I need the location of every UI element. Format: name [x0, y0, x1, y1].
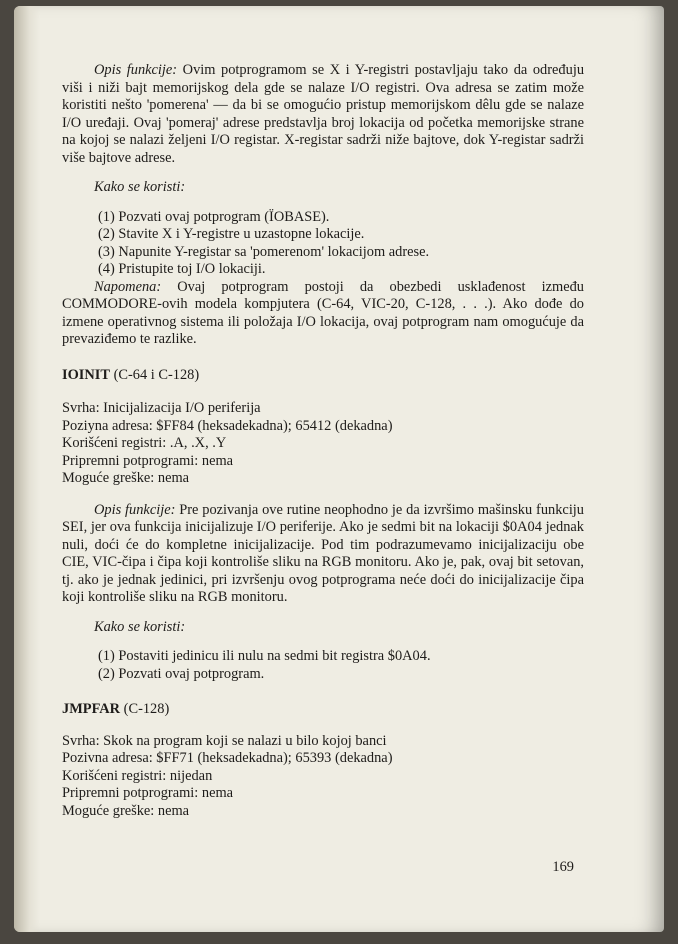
field-purpose: Svrha: Inicijalizacija I/O periferija	[62, 400, 261, 416]
field-prep-routines: Pripremni potprogrami: nema	[62, 452, 234, 469]
page-content	[62, 62, 584, 820]
list-item: (3) Napunite Y-registar sa 'pomerenom' lokacijom adrese.	[98, 243, 430, 260]
list-item: (4) Pristupite toj I/O lokaciji.	[98, 261, 266, 277]
ioinit-title-suffix: (C-64 i C-128)	[110, 366, 200, 383]
book-page	[14, 6, 664, 932]
intro-paragraph	[62, 62, 584, 167]
field-registers: Korišćeni registri: nijedan	[62, 767, 213, 784]
ioinit-desc-label: Opis funkcije:	[94, 501, 176, 518]
jmpfar-title	[62, 701, 584, 719]
ioinit-description	[62, 502, 584, 607]
usage-heading-1: Kako se koristi:	[94, 179, 186, 195]
ioinit-title	[62, 367, 584, 385]
usage-list-2	[98, 648, 584, 683]
field-purpose: Svrha: Skok na program koji se nalazi u bilo kojoj banci	[62, 732, 387, 749]
note-text: Ovaj potprogram postoji da obezbedi usklađenost između COMMODORE-ovih modela kompjutera (C-64, VIC-20, C-128, . . .). Ako dođe do izmene operativnog sistema ili položaja I/O lokacija, ovaj potprogram nam omogućuje da prevaziđemo te razlike.	[62, 278, 584, 347]
field-call-address: Poziyna adresa: $FF84 (heksadekadna); 65412 (dekadna)	[62, 417, 393, 434]
usage-heading-2: Kako se koristi:	[94, 618, 186, 635]
jmpfar-fields	[62, 733, 584, 821]
jmpfar-title-name: JMPFAR	[62, 701, 121, 717]
ioinit-title-name: IOINIT	[62, 366, 110, 383]
field-errors: Moguće greške: nema	[62, 470, 190, 486]
field-call-address: Pozivna adresa: $FF71 (heksadekadna); 65393 (dekadna)	[62, 750, 393, 766]
field-errors: Moguće greške: nema	[62, 802, 190, 819]
list-item: (1) Pozvati ovaj potprogram (ÏOBASE).	[98, 208, 330, 225]
note-paragraph	[62, 279, 584, 349]
list-item: (2) Pozvati ovaj potprogram.	[98, 665, 265, 682]
field-prep-routines: Pripremni potprogrami: nema	[62, 785, 234, 801]
intro-text: Ovim potprogramom se X i Y-registri postavljaju tako da određuju viši i niži bajt memorijskog dela gde se nalaze I/O registri. Ova adresa se zatim može koristiti nešto 'pomerena' — da bi se omogućio pristup memorijskom dêlu gde se nalaze I/O uređaji. Ovaj 'pomeraj' adrese predstavlja broj lokacija od početka memorijske strane na kojoj se nalazi željeni I/O registar. X-registar sadrži niže bajtove, dok Y-registar sadrži više bajtove adrese.	[62, 62, 585, 166]
field-registers: Korišćeni registri: .A, .X, .Y	[62, 435, 227, 451]
list-item: (1) Postaviti jedinicu ili nulu na sedmi bit registra $0A04.	[98, 648, 431, 664]
page-number: 169	[552, 859, 574, 875]
ioinit-fields	[62, 400, 584, 488]
page-binding-shadow	[14, 6, 40, 932]
usage-list-1	[98, 209, 584, 279]
list-item: (2) Stavite X i Y-registre u uzastopne lokacije.	[98, 226, 365, 242]
intro-label: Opis funkcije:	[94, 62, 178, 78]
note-label: Napomena:	[94, 278, 162, 295]
jmpfar-title-suffix: (C-128)	[120, 701, 170, 717]
ioinit-desc-text: Pre pozivanja ove rutine neophodno je da izvršimo mašinsku funkciju SEI, jer ova funkcija inicijalizuje I/O periferije. Ako je sedmi bit na lokaciji $0A04 jednak nuli, doći će do kompletne inicijalizacije. Pod tim podrazumevamo inicijalizaciju obe CIE, VIC-čipa i čipa koji kontroliše sliku na RGB monitoru. Ako je, pak, ovaj bit setovan, tj. ako je jednak jedinici, pri izvršenju ovog potprograma neće doći do inicijalizacije čipa koji kontroliše sliku na RGB monitoru.	[62, 501, 585, 605]
